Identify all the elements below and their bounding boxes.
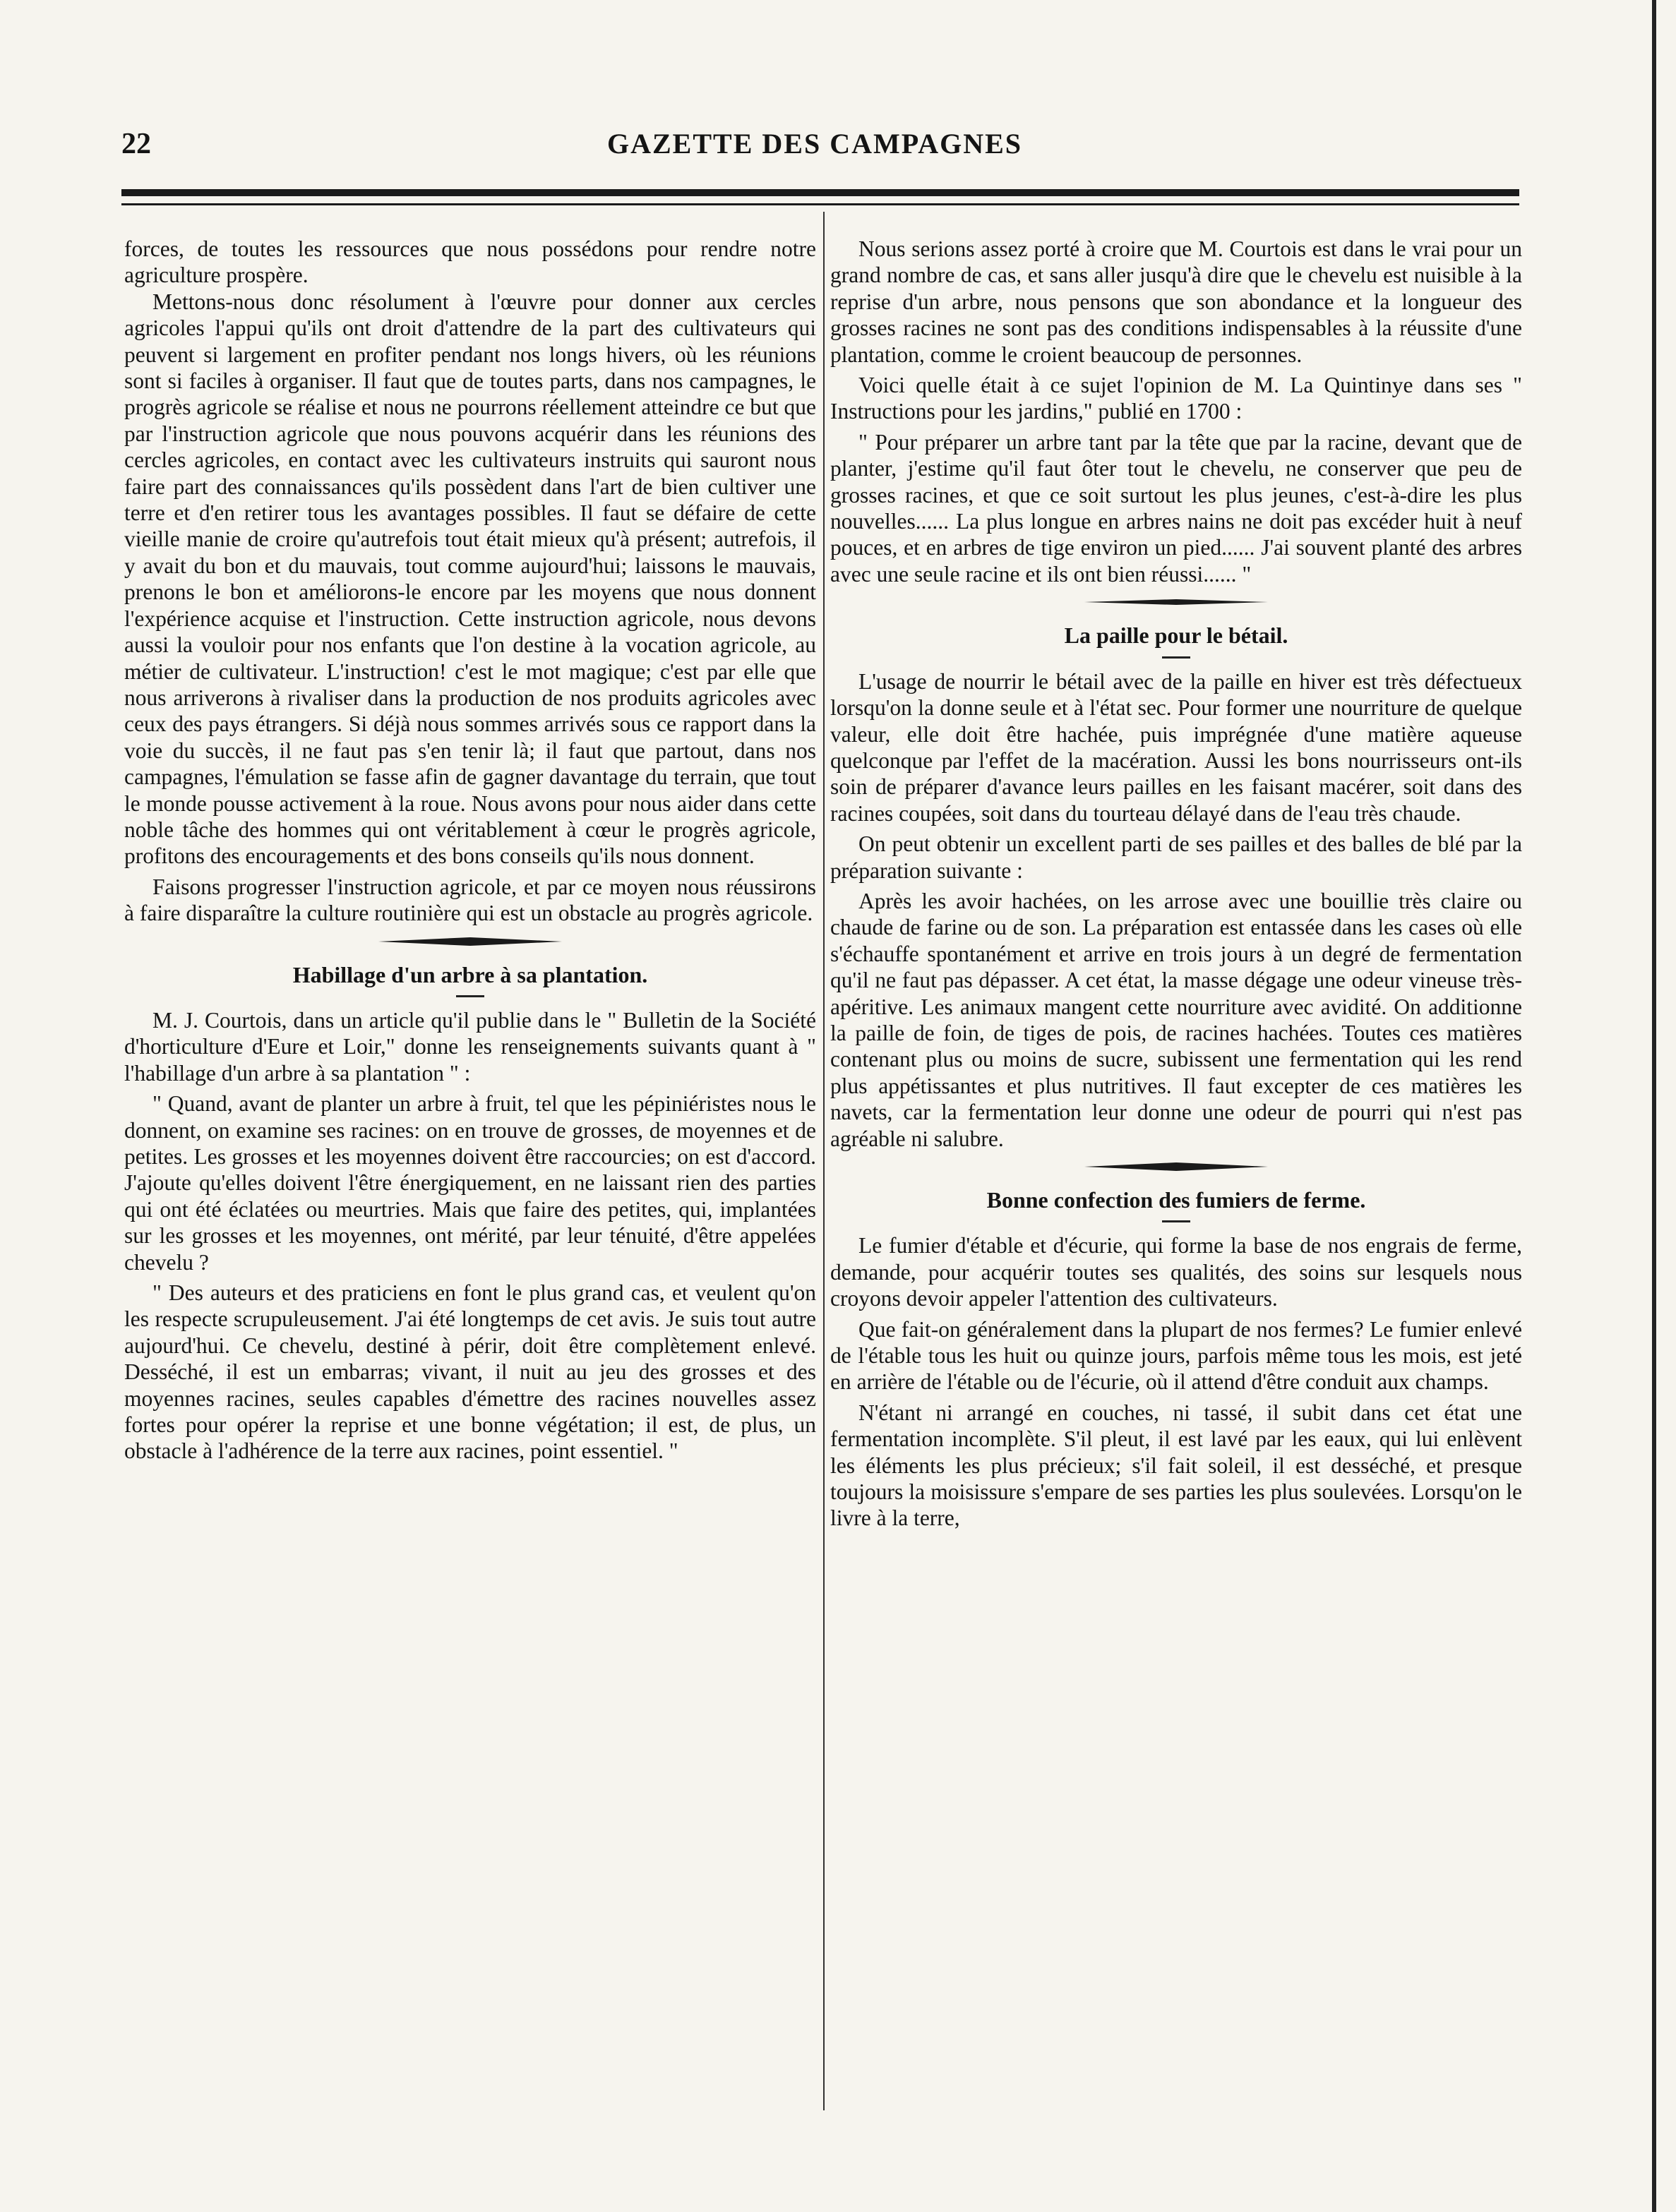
right-column — [830, 236, 1522, 1532]
paragraph: Nous serions assez porté à croire que M. Courtois est dans le vrai pour un grand nombre de cas, et sans aller jusqu'à dire que le chevelu est nuisible à la reprise d'un arbre, nous pensons que son abondance et la longueur des grosses racines ne sont pas des conditions indispensables à la réussite d'une plantation, comme le croient beaucoup de personnes. — [830, 236, 1522, 367]
paragraph: N'étant ni arrangé en couches, ni tassé, il subit dans cet état une fermentation incomplète. S'il pleut, il est lavé par les eaux, qui lui enlèvent les éléments les plus précieux; s'il fait soleil, il est desséché, et presque toujours la moisissure s'empare de ses parties les plus soulevées. Lorsqu'on le livre à la terre, — [830, 1400, 1522, 1531]
heading-dash — [456, 995, 484, 997]
section-ornament — [1084, 1162, 1268, 1172]
paragraph: " Des auteurs et des praticiens en font le plus grand cas, et veulent qu'on les respecte scrupuleusement. J'ai été longtemps de cet avis. Je suis tout autre aujourd'hui. Ce chevelu, destiné à périr, doit être complètement enlevé. Desséché, il est un embarras; vivant, il nuit au jeu des grosses et des moyennes racines, seules capables d'émettre des racines nouvelles assez fortes pour opérer la reprise et une bonne végétation; il est, de plus, un obstacle à l'adhérence de la terre aux racines, point essentiel. " — [124, 1280, 816, 1464]
page-edge — [1652, 0, 1656, 2212]
masthead-title: GAZETTE DES CAMPAGNES — [607, 128, 1023, 160]
heading-dash — [1162, 1220, 1190, 1222]
section-heading: La paille pour le bétail. — [1064, 623, 1288, 649]
paragraph: Que fait-on généralement dans la plupart de nos fermes? Le fumier enlevé de l'étable tous les huit ou quinze jours, parfois même tous les mois, est jeté en arrière de l'étable ou de l'écurie, où il attend d'être conduit aux champs. — [830, 1316, 1522, 1395]
section-ornament — [1084, 597, 1268, 607]
paragraph: Faisons progresser l'instruction agricole, et par ce moyen nous réussirons à faire disparaître la culture routinière qui est un obstacle au progrès agricole. — [124, 874, 816, 926]
paragraph: M. J. Courtois, dans un article qu'il publie dans le " Bulletin de la Société d'horticulture d'Eure et Loir," donne les renseignements suivants quant à " l'habillage d'un arbre à sa plantation " : — [124, 1007, 816, 1086]
section-heading: Habillage d'un arbre à sa plantation. — [292, 961, 648, 987]
heading-dash — [1162, 656, 1190, 659]
paragraph: " Pour préparer un arbre tant par la tête que par la racine, devant que de planter, j'estime qu'il faut ôter tout le chevelu, ne conserver que peu de grosses racines, et que ce soit surtout les plus jeunes, c'est-à-dire les plus nouvelles...... La plus longue en arbres nains ne doit pas excéder huit à neuf pouces, et en arbres de tige environ un pied...... J'ai souvent planté des arbres avec une seule racine et ils ont bien réussi...... " — [830, 429, 1522, 587]
paragraph: Le fumier d'étable et d'écurie, qui forme la base de nos engrais de ferme, demande, pour acquérir toutes ses qualités, des soins sur lesquels nous croyons devoir appeler l'attention des cultivateurs. — [830, 1233, 1522, 1311]
header-rule-thick — [121, 189, 1519, 196]
column-divider — [823, 212, 825, 2110]
section-heading: Bonne confection des fumiers de ferme. — [986, 1187, 1366, 1213]
section-ornament — [378, 937, 562, 946]
paragraph: L'usage de nourrir le bétail avec de la paille en hiver est très défectueux lorsqu'on la donne seule et à l'état sec. Pour former une nourriture de quelque valeur, elle doit être hachée, puis imprégnée d'une matière aqueuse quelconque par l'effet de la macération. Aussi les bons nourrisseurs ont-ils soin de préparer d'avance leurs pailles en les faisant macérer, soit dans des racines coupées, soit dans du tourteau délayé dans de l'eau très chaude. — [830, 668, 1522, 826]
left-column — [124, 236, 816, 1469]
paragraph: Mettons-nous donc résolument à l'œuvre pour donner aux cercles agricoles l'appui qu'ils ont droit d'attendre de la part des cultivateurs qui peuvent si largement en profiter pendant nos longs hivers, où les réunions sont si faciles à organiser. Il faut que de toutes parts, dans nos campagnes, le progrès agricole se réalise et nous ne pourrons réellement atteindre ce but que par l'instruction agricole que nous pouvons acquérir dans les réunions des cercles agricoles, en contact avec les cultivateurs instruits qui sauront nous faire part des connaissances qu'ils possèdent dans l'art de bien cultiver une terre et d'en retirer tous les avantages possibles. Il faut se défaire de cette vieille manie de croire qu'autrefois tout était mieux qu'à présent; autrefois, il y avait du bon et du mauvais, tout comme aujourd'hui; laissons le mauvais, prenons le bon et améliorons-le encore par les moyens que nous donnent l'expérience acquise et l'instruction. Cette instruction agricole, nous devons aussi la vouloir pour nos enfants que l'on destine à la vocation agricole, au métier de cultivateur. L'instruction! c'est le mot magique; c'est par elle que nous arriverons à rivaliser dans la production de nos produits agricoles avec ceux des pays étrangers. Si déjà nous sommes arrivés sous ce rapport dans la voie du succès, il ne faut pas s'en tenir là; il faut que partout, dans nos campagnes, l'émulation se fasse afin de gagner davantage du terrain, que tout le monde pousse activement à la roue. Nous avons pour nous aider dans cette noble tâche des hommes qui ont véritablement à cœur le progrès agricole, profitons des encouragements et des bons conseils qu'ils nous donnent. — [124, 289, 816, 869]
paragraph: " Quand, avant de planter un arbre à fruit, tel que les pépiniéristes nous le donnent, on examine ses racines: on en trouve de grosses, de moyennes et de petites. Les grosses et les moyennes doivent être raccourcies; on est d'accord. J'ajoute qu'elles doivent l'être énergiquement, en ne laissant rien des parties qui ont été éclatées ou meurtries. Mais que faire des petites, qui, implantées sur les grosses et les moyennes, ont mérité, par leur ténuité, d'être appelées chevelu ? — [124, 1091, 816, 1275]
paragraph: forces, de toutes les ressources que nous possédons pour rendre notre agriculture prospère. — [124, 236, 816, 288]
header-rule-thin — [121, 203, 1519, 205]
page-number: 22 — [121, 128, 151, 160]
paragraph: Après les avoir hachées, on les arrose avec une bouillie très claire ou chaude de farine ou de son. La préparation est entassée dans les cases où elle s'échauffe spontanément et arrive en trois jours à un degré de fermentation qu'il ne faut pas dépasser. A cet état, la masse dégage une odeur vineuse très-apéritive. Les animaux mangent cette nourriture avec avidité. On additionne la paille de foin, de tiges de pois, de racines hachées. Toutes ces matières contenant plus ou moins de sucre, subissent une fermentation qui les rend plus appétissantes et plus nutritives. Il faut excepter de ces matières les navets, car la fermentation leur donne une odeur de pourri qui n'est pas agréable ni salubre. — [830, 888, 1522, 1151]
paragraph: On peut obtenir un excellent parti de ses pailles et des balles de blé par la préparation suivante : — [830, 831, 1522, 883]
paragraph: Voici quelle était à ce sujet l'opinion de M. La Quintinye dans ses " Instructions pour les jardins," publié en 1700 : — [830, 373, 1522, 424]
